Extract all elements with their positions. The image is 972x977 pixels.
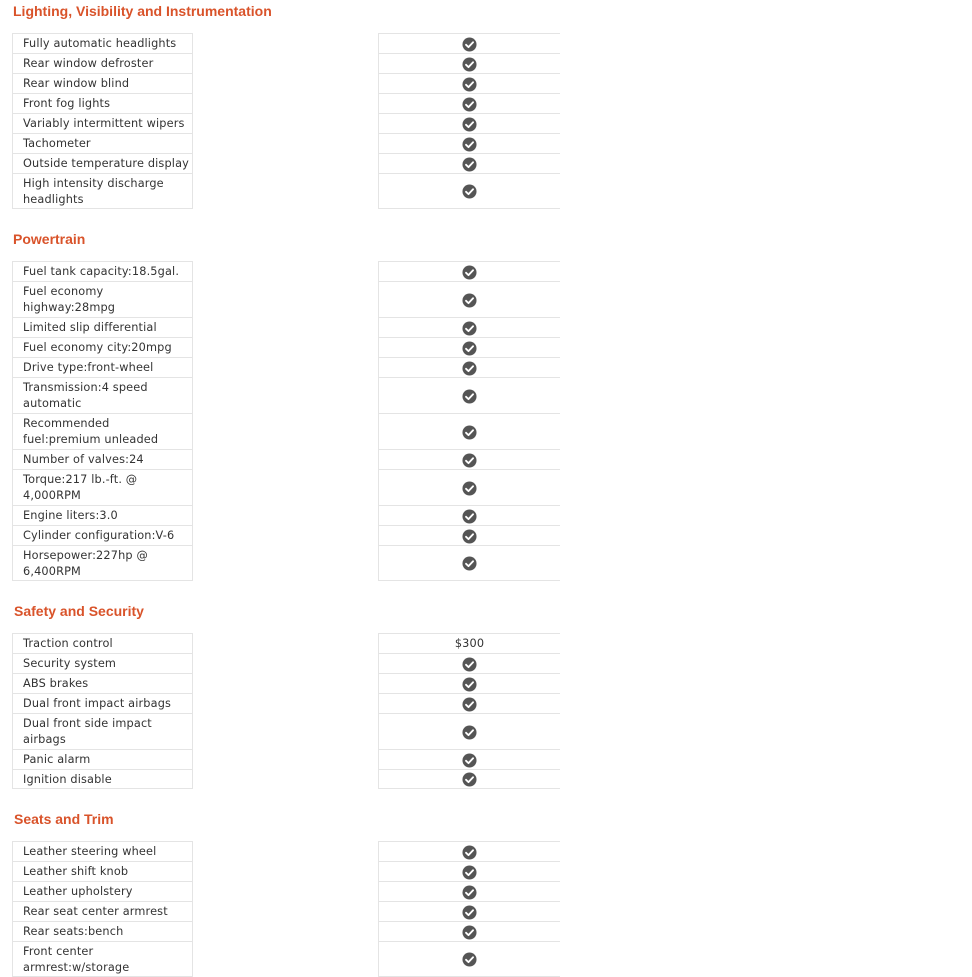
option-price: $300 <box>454 637 485 650</box>
check-circle-icon <box>462 293 477 308</box>
check-circle-icon <box>462 117 477 132</box>
table-row <box>0 469 972 505</box>
feature-value <box>378 317 560 337</box>
feature-value <box>378 93 560 113</box>
table-row <box>0 449 972 469</box>
table-row <box>0 377 972 413</box>
table-row <box>0 941 972 977</box>
feature-label: Dual front impact airbags <box>23 697 172 710</box>
feature-label: ABS brakes <box>23 677 89 690</box>
feature-value <box>378 337 560 357</box>
feature-value <box>378 73 560 93</box>
feature-label: Recommended fuel:premium unleaded <box>23 417 159 446</box>
feature-value <box>378 505 560 525</box>
table-row <box>0 841 972 861</box>
feature-value <box>378 633 560 653</box>
feature-label: Security system <box>23 657 117 670</box>
check-circle-icon <box>462 865 477 880</box>
table-row <box>0 693 972 713</box>
table-row <box>0 921 972 941</box>
check-circle-icon <box>462 389 477 404</box>
feature-label: Leather shift knob <box>23 865 129 878</box>
check-circle-icon <box>462 509 477 524</box>
feature-label: Dual front side impact airbags <box>23 717 152 746</box>
feature-label: Front fog lights <box>23 97 111 110</box>
check-circle-icon <box>462 753 477 768</box>
feature-label: Transmission:4 speed automatic <box>23 381 148 410</box>
check-circle-icon <box>462 556 477 571</box>
check-circle-icon <box>462 481 477 496</box>
feature-table <box>0 633 972 789</box>
table-row <box>0 769 972 789</box>
feature-value <box>378 693 560 713</box>
check-circle-icon <box>462 157 477 172</box>
feature-table <box>0 261 972 581</box>
table-row <box>0 317 972 337</box>
feature-value <box>378 749 560 769</box>
feature-value <box>378 861 560 881</box>
check-circle-icon <box>462 361 477 376</box>
table-row <box>0 525 972 545</box>
feature-table <box>0 33 972 209</box>
feature-label: Front center armrest:w/storage <box>23 945 130 974</box>
feature-value <box>378 377 560 413</box>
check-circle-icon <box>462 137 477 152</box>
feature-label: Limited slip differential <box>23 321 157 334</box>
feature-label: Traction control <box>23 637 113 650</box>
table-row <box>0 281 972 317</box>
feature-label: Cylinder configuration:V-6 <box>23 529 175 542</box>
feature-value <box>378 413 560 449</box>
feature-value <box>378 113 560 133</box>
feature-label: Fuel economy city:20mpg <box>23 341 172 354</box>
table-row <box>0 73 972 93</box>
feature-label: Fuel economy highway:28mpg <box>23 285 116 314</box>
feature-value <box>378 33 560 53</box>
check-circle-icon <box>462 529 477 544</box>
table-row <box>0 133 972 153</box>
table-row <box>0 673 972 693</box>
table-row <box>0 113 972 133</box>
feature-value <box>378 901 560 921</box>
check-circle-icon <box>462 885 477 900</box>
check-circle-icon <box>462 77 477 92</box>
feature-value <box>378 133 560 153</box>
feature-value <box>378 525 560 545</box>
feature-label: Tachometer <box>23 137 91 150</box>
check-circle-icon <box>462 97 477 112</box>
table-row <box>0 357 972 377</box>
feature-value <box>378 841 560 861</box>
feature-value <box>378 545 560 581</box>
feature-label: Rear window blind <box>23 77 130 90</box>
feature-value <box>378 653 560 673</box>
feature-label: Torque:217 lb.-ft. @ 4,000RPM <box>23 473 138 502</box>
feature-value <box>378 53 560 73</box>
check-circle-icon <box>462 425 477 440</box>
check-circle-icon <box>462 453 477 468</box>
section-title: Powertrain <box>13 231 86 247</box>
table-row <box>0 505 972 525</box>
feature-label: Variably intermittent wipers <box>23 117 185 130</box>
check-circle-icon <box>462 57 477 72</box>
check-circle-icon <box>462 265 477 280</box>
feature-value <box>378 469 560 505</box>
table-row <box>0 153 972 173</box>
feature-label: Rear window defroster <box>23 57 154 70</box>
feature-value <box>378 769 560 789</box>
section-title: Safety and Security <box>14 603 144 619</box>
feature-label: Horsepower:227hp @ 6,400RPM <box>23 549 148 578</box>
section-title: Lighting, Visibility and Instrumentation <box>13 3 272 19</box>
feature-value <box>378 881 560 901</box>
table-row <box>0 653 972 673</box>
feature-label: Leather upholstery <box>23 885 133 898</box>
check-circle-icon <box>462 925 477 940</box>
feature-label: Fully automatic headlights <box>23 37 177 50</box>
check-circle-icon <box>462 677 477 692</box>
check-circle-icon <box>462 772 477 787</box>
feature-label: Fuel tank capacity:18.5gal. <box>23 265 180 278</box>
table-row <box>0 713 972 749</box>
table-row <box>0 93 972 113</box>
feature-value <box>378 261 560 281</box>
feature-value <box>378 449 560 469</box>
feature-label: Ignition disable <box>23 773 112 786</box>
check-circle-icon <box>462 697 477 712</box>
feature-label: Rear seats:bench <box>23 925 124 938</box>
table-row <box>0 261 972 281</box>
feature-label: High intensity discharge headlights <box>23 177 164 206</box>
table-row <box>0 901 972 921</box>
check-circle-icon <box>462 341 477 356</box>
feature-table <box>0 841 972 977</box>
feature-label: Number of valves:24 <box>23 453 144 466</box>
table-row <box>0 53 972 73</box>
feature-label: Rear seat center armrest <box>23 905 168 918</box>
table-row <box>0 881 972 901</box>
feature-value <box>378 357 560 377</box>
table-row <box>0 413 972 449</box>
table-row <box>0 337 972 357</box>
table-row <box>0 33 972 53</box>
feature-value <box>378 153 560 173</box>
feature-label: Leather steering wheel <box>23 845 157 858</box>
check-circle-icon <box>462 37 477 52</box>
feature-value <box>378 921 560 941</box>
feature-value <box>378 173 560 209</box>
table-row <box>0 861 972 881</box>
feature-value <box>378 281 560 317</box>
table-row <box>0 173 972 209</box>
check-circle-icon <box>462 952 477 967</box>
feature-value <box>378 713 560 749</box>
feature-label: Panic alarm <box>23 753 91 766</box>
check-circle-icon <box>462 184 477 199</box>
check-circle-icon <box>462 845 477 860</box>
feature-value <box>378 941 560 977</box>
check-circle-icon <box>462 321 477 336</box>
feature-label: Drive type:front-wheel <box>23 361 154 374</box>
check-circle-icon <box>462 657 477 672</box>
section-title: Seats and Trim <box>14 811 114 827</box>
table-row <box>0 633 972 653</box>
feature-value <box>378 673 560 693</box>
check-circle-icon <box>462 725 477 740</box>
feature-label: Outside temperature display <box>23 157 189 170</box>
check-circle-icon <box>462 905 477 920</box>
table-row <box>0 749 972 769</box>
table-row <box>0 545 972 581</box>
feature-label: Engine liters:3.0 <box>23 509 118 522</box>
